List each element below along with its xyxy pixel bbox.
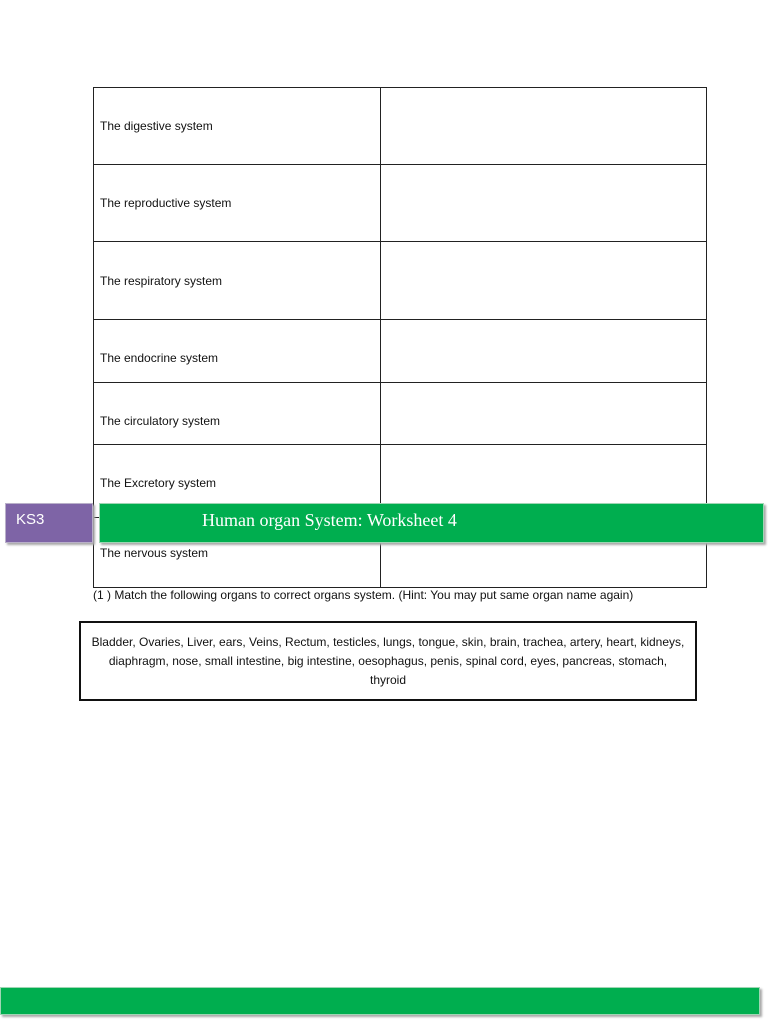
footer-bar [0,987,760,1015]
system-label-excretory: The Excretory system [94,445,381,518]
worksheet-title: Human organ System: Worksheet 4 [202,510,457,530]
answer-cell-endocrine[interactable] [381,320,707,383]
system-label-reproductive: The reproductive system [94,165,381,242]
table-row [94,242,707,320]
system-label-endocrine: The endocrine system [94,320,381,383]
table-row [94,320,707,383]
table-row [94,88,707,165]
title-banner [99,503,764,543]
instruction-text: (1 ) Match the following organs to correct organs system. (Hint: You may put same organ name again) [93,588,634,602]
organ-list-box: Bladder, Ovaries, Liver, ears, Veins, Rectum, testicles, lungs, tongue, skin, brain, trachea, artery, heart, kidneys, diaphragm, nose, small intestine, big intestine, oesophagus, penis, spinal cord, eyes, pancreas, stomach, thyroid [79,621,697,701]
system-label-nervous: The nervous system [94,518,381,588]
system-label-digestive: The digestive system [94,88,381,165]
table-row [94,383,707,445]
table-row [94,165,707,242]
answer-cell-respiratory[interactable] [381,242,707,320]
level-tag: KS3 [5,503,93,543]
system-label-circulatory: The circulatory system [94,383,381,445]
answer-cell-circulatory[interactable] [381,383,707,445]
system-label-respiratory: The respiratory system [94,242,381,320]
answer-cell-reproductive[interactable] [381,165,707,242]
answer-cell-digestive[interactable] [381,88,707,165]
